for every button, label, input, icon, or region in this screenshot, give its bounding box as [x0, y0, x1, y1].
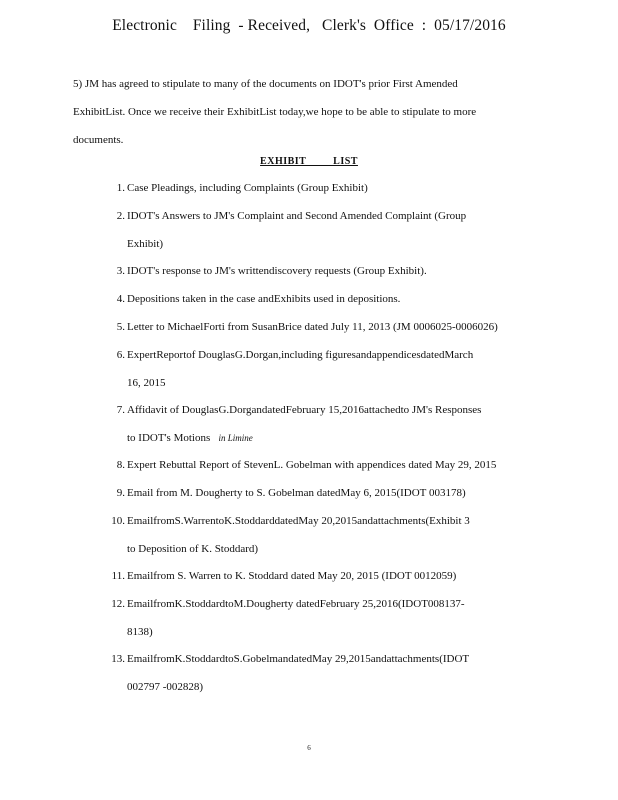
filing-header: Electronic Filing - Received, Clerk's Office : 05/17/2016: [112, 17, 506, 34]
exhibit-number: 9.: [116, 487, 125, 499]
exhibit-text: EmailfromK.StoddardtoS.GobelmandatedMay 29,2015andattachments(IDOT: [127, 653, 470, 665]
exhibit-text-continued: to Deposition of K. Stoddard): [127, 543, 259, 555]
exhibit-number: 8.: [116, 459, 125, 471]
exhibit-text-continued: Exhibit): [127, 238, 164, 250]
exhibit-number: 7.: [116, 404, 125, 416]
exhibit-text: Expert Rebuttal Report of StevenL. Gobelman with appendices dated May 29, 2015: [127, 459, 497, 471]
exhibit-text: EmailfromS.WarrentoK.StoddarddatedMay 20,2015andattachments(Exhibit 3: [127, 515, 470, 527]
exhibit-text: Email from M. Dougherty to S. Gobelman datedMay 6, 2015(IDOT 003178): [127, 487, 466, 499]
exhibit-number: 13.: [111, 653, 125, 665]
exhibit-number: 5.: [116, 321, 125, 333]
exhibit-number: 2.: [116, 210, 125, 222]
exhibit-number: 10.: [111, 515, 125, 527]
paragraph-line: documents.: [73, 134, 124, 146]
exhibit-text: Letter to MichaelForti from SusanBrice dated July 11, 2013 (JM 0006025-0006026): [127, 321, 498, 333]
in-limine-text: in Limine: [218, 433, 253, 443]
exhibit-number: 6.: [116, 349, 125, 361]
stipulation-paragraph: [73, 70, 543, 154]
exhibit-text-continued: 002797 -002828): [127, 681, 204, 693]
exhibit-text: IDOT's Answers to JM's Complaint and Second Amended Complaint (Group: [127, 210, 467, 222]
exhibit-text: EmailfromK.StoddardtoM.Dougherty datedFebruary 25,2016(IDOT008137-: [127, 598, 465, 610]
exhibit-list-title: EXHIBIT LIST: [260, 156, 358, 167]
exhibit-text-continued: 16, 2015: [127, 377, 166, 389]
exhibit-text-continued: 8138): [127, 626, 153, 638]
exhibit-text: Case Pleadings, including Complaints (Group Exhibit): [127, 182, 368, 194]
exhibit-text: Depositions taken in the case andExhibits used in depositions.: [127, 293, 401, 305]
exhibit-text: Affidavit of DouglasG.DorgandatedFebruary 15,2016attachedto JM's Responses: [127, 404, 482, 416]
exhibit-number: 3.: [116, 265, 125, 277]
paragraph-line: ExhibitList. Once we receive their ExhibitList today,we hope to be able to stipulate to more: [73, 106, 477, 118]
exhibit-number: 12.: [111, 598, 125, 610]
paragraph-line: 5) JM has agreed to stipulate to many of the documents on IDOT's prior First Amended: [73, 78, 458, 90]
exhibit-text: ExpertReportof DouglasG.Dorgan,including figuresandappendicesdatedMarch: [127, 349, 474, 361]
exhibit-text-continued: [127, 432, 253, 444]
exhibit-text: Emailfrom S. Warren to K. Stoddard dated May 20, 2015 (IDOT 0012059): [127, 570, 457, 582]
exhibit-number: 4.: [116, 293, 125, 305]
exhibit-text: IDOT's response to JM's writtendiscovery requests (Group Exhibit).: [127, 265, 427, 277]
page-number: 6: [307, 744, 311, 752]
exhibit-number: 1.: [116, 182, 125, 194]
exhibit-text-continued-part: to IDOT's Motions: [127, 432, 211, 444]
exhibit-number: 11.: [111, 570, 125, 582]
